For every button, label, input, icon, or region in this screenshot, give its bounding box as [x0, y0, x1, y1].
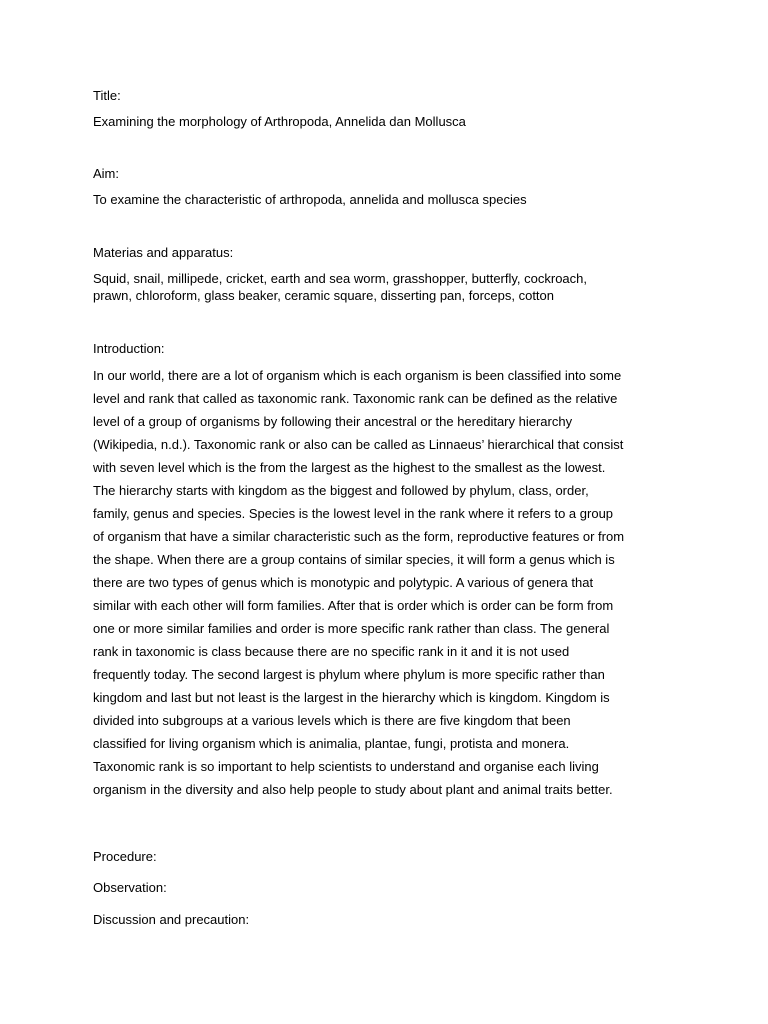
- introduction-line: (Wikipedia, n.d.). Taxonomic rank or also can be called as Linnaeus’ hierarchical that consist: [93, 437, 624, 452]
- materials-line: prawn, chloroform, glass beaker, ceramic square, disserting pan, forceps, cotton: [93, 288, 554, 303]
- discussion-heading: Discussion and precaution:: [93, 912, 250, 927]
- introduction-line: Taxonomic rank is so important to help scientists to understand and organise each living: [93, 759, 599, 774]
- materials-text: [93, 270, 587, 304]
- introduction-line: rank in taxonomic is class because there are no specific rank in it and it is not used: [93, 644, 570, 659]
- introduction-line: level of a group of organisms by following their ancestral or the hereditary hierarchy: [93, 414, 573, 429]
- introduction-line: In our world, there are a lot of organism which is each organism is been classified into some: [93, 368, 622, 383]
- observation-heading: Observation:: [93, 880, 167, 895]
- aim-text: To examine the characteristic of arthropoda, annelida and mollusca species: [93, 192, 527, 207]
- introduction-line: divided into subgroups at a various levels which is there are five kingdom that been: [93, 713, 571, 728]
- introduction-line: of organism that have a similar characteristic such as the form, reproductive features or from: [93, 529, 625, 544]
- introduction-heading: Introduction:: [93, 341, 165, 356]
- introduction-line: one or more similar families and order is more specific rank rather than class. The general: [93, 621, 610, 636]
- introduction-line: kingdom and last but not least is the largest in the hierarchy which is kingdom. Kingdom is: [93, 690, 610, 705]
- title-heading: Title:: [93, 88, 121, 103]
- title-text: Examining the morphology of Arthropoda, Annelida dan Mollusca: [93, 114, 466, 129]
- materials-line: Squid, snail, millipede, cricket, earth and sea worm, grasshopper, butterfly, cockroach,: [93, 271, 587, 286]
- introduction-text: [93, 364, 624, 801]
- introduction-line: similar with each other will form families. After that is order which is order can be form from: [93, 598, 614, 613]
- introduction-line: The hierarchy starts with kingdom as the biggest and followed by phylum, class, order,: [93, 483, 589, 498]
- introduction-line: there are two types of genus which is monotypic and polytypic. A various of genera that: [93, 575, 594, 590]
- introduction-line: frequently today. The second largest is phylum where phylum is more specific rather than: [93, 667, 605, 682]
- introduction-line: with seven level which is the from the largest as the highest to the smallest as the lowest.: [93, 460, 606, 475]
- introduction-line: family, genus and species. Species is the lowest level in the rank where it refers to a group: [93, 506, 614, 521]
- procedure-heading: Procedure:: [93, 849, 157, 864]
- introduction-line: organism in the diversity and also help people to study about plant and animal traits better.: [93, 782, 613, 797]
- introduction-line: the shape. When there are a group contains of similar species, it will form a genus which is: [93, 552, 615, 567]
- introduction-line: classified for living organism which is animalia, plantae, fungi, protista and monera.: [93, 736, 570, 751]
- aim-heading: Aim:: [93, 166, 119, 181]
- materials-heading: Materias and apparatus:: [93, 245, 234, 260]
- introduction-line: level and rank that called as taxonomic rank. Taxonomic rank can be defined as the relative: [93, 391, 618, 406]
